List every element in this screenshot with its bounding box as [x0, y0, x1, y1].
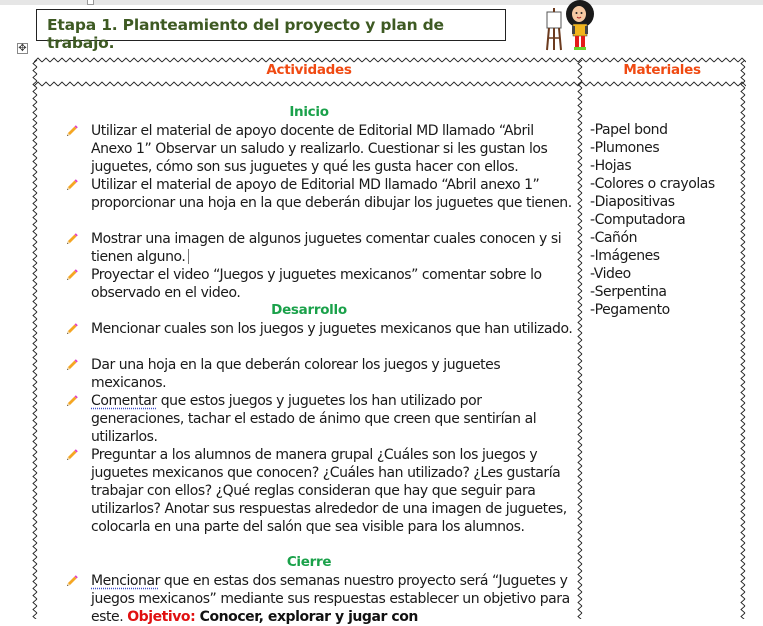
pencil-icon — [66, 359, 78, 371]
activity-item: Mencionar cuales son los juegos y juguetes mexicanos que han utilizado. — [64, 320, 576, 338]
title-box — [36, 9, 506, 52]
section-cierre: Cierre — [286, 554, 332, 570]
section-inicio: Inicio — [289, 104, 329, 120]
header-activities: Actividades — [266, 62, 352, 78]
material-item: -Colores o crayolas — [590, 176, 715, 192]
activity-item: Preguntar a los alumnos de manera grupal ¿Cuáles son los juegos y juguetes mexicanos que conocen? ¿Cuáles han utilizado? ¿Les gustaría trabajar con ellos? ¿Qué reglas consideran que hay que seguir para utilizarlos? Anotar sus respuestas alrededor de una imagen de juguetes, colocarla en una parte del salón que sea visible para los alumnos. — [64, 446, 576, 536]
pencil-icon — [66, 125, 78, 137]
material-item: -Diapositivas — [590, 194, 675, 210]
objective-label: Objetivo: — [127, 609, 196, 625]
material-item: -Video — [590, 266, 631, 282]
pencil-icon — [66, 395, 78, 407]
table-move-handle-icon[interactable]: ✥ — [18, 43, 27, 54]
pencil-icon — [66, 449, 78, 461]
material-item: -Computadora — [590, 212, 686, 228]
pencil-icon — [66, 179, 78, 191]
table-border-middle — [577, 60, 583, 619]
table-border-right — [740, 60, 746, 619]
activity-item: Utilizar el material de apoyo de Editorial MD llamado “Abril anexo 1” proporcionar una hoja en la que deberán dibujar los juguetes que tienen. — [64, 176, 576, 212]
material-item: -Cañón — [590, 230, 638, 246]
spellcheck-word[interactable]: Comentar — [91, 393, 157, 409]
activity-item: Comentar que estos juegos y juguetes los han utilizado por generaciones, tachar el estado de ánimo que creen que sentirían al utilizarlos. — [64, 392, 576, 446]
page-title: Etapa 1. Planteamiento del proyecto y plan de trabajo. — [47, 16, 444, 52]
material-item: -Serpentina — [590, 284, 667, 300]
material-item: -Hojas — [590, 158, 632, 174]
activity-item: Proyectar el video “Juegos y juguetes mexicanos” comentar sobre lo observado en el video. — [64, 266, 576, 302]
pencil-icon — [66, 575, 78, 587]
spellcheck-word[interactable]: Mencionar — [91, 573, 160, 589]
girl-painter-illustration — [545, 0, 605, 52]
material-item: -Papel bond — [590, 122, 668, 138]
activity-item: Utilizar el material de apoyo docente de Editorial MD llamado “Abril Anexo 1” Observar un saludo y realizarlo. Cuestionar si les gustan los juguetes, cómo son sus juguetes y qué les gusta hacer con ellos. — [64, 122, 576, 176]
material-item: -Imágenes — [590, 248, 660, 264]
material-item: -Pegamento — [590, 302, 670, 318]
section-desarrollo: Desarrollo — [271, 302, 347, 318]
ruler-marker[interactable] — [87, 0, 94, 5]
ruler-strip — [0, 0, 763, 5]
table-border-left — [32, 60, 38, 619]
pencil-icon — [66, 323, 78, 335]
text-cursor — [188, 249, 189, 264]
objective-text: Conocer, explorar y jugar con — [195, 609, 418, 625]
activity-item: Mostrar una imagen de algunos juguetes comentar cuales conocen y si tienen alguno. — [64, 230, 576, 266]
material-item: -Plumones — [590, 140, 660, 156]
header-materials: Materiales — [623, 62, 701, 78]
pencil-icon — [66, 269, 78, 281]
materials-list — [590, 121, 740, 319]
pencil-icon — [66, 233, 78, 245]
table-border-header-bottom — [34, 81, 746, 87]
activity-item: Dar una hoja en la que deberán colorear los juegos y juguetes mexicanos. — [64, 356, 576, 392]
activity-item: Mencionar que en estas dos semanas nuestro proyecto será “Juguetes y juegos mexicanos” mediante sus respuestas establecer un objetivo para este. Objetivo: Conocer, explorar y jugar con — [64, 572, 576, 626]
